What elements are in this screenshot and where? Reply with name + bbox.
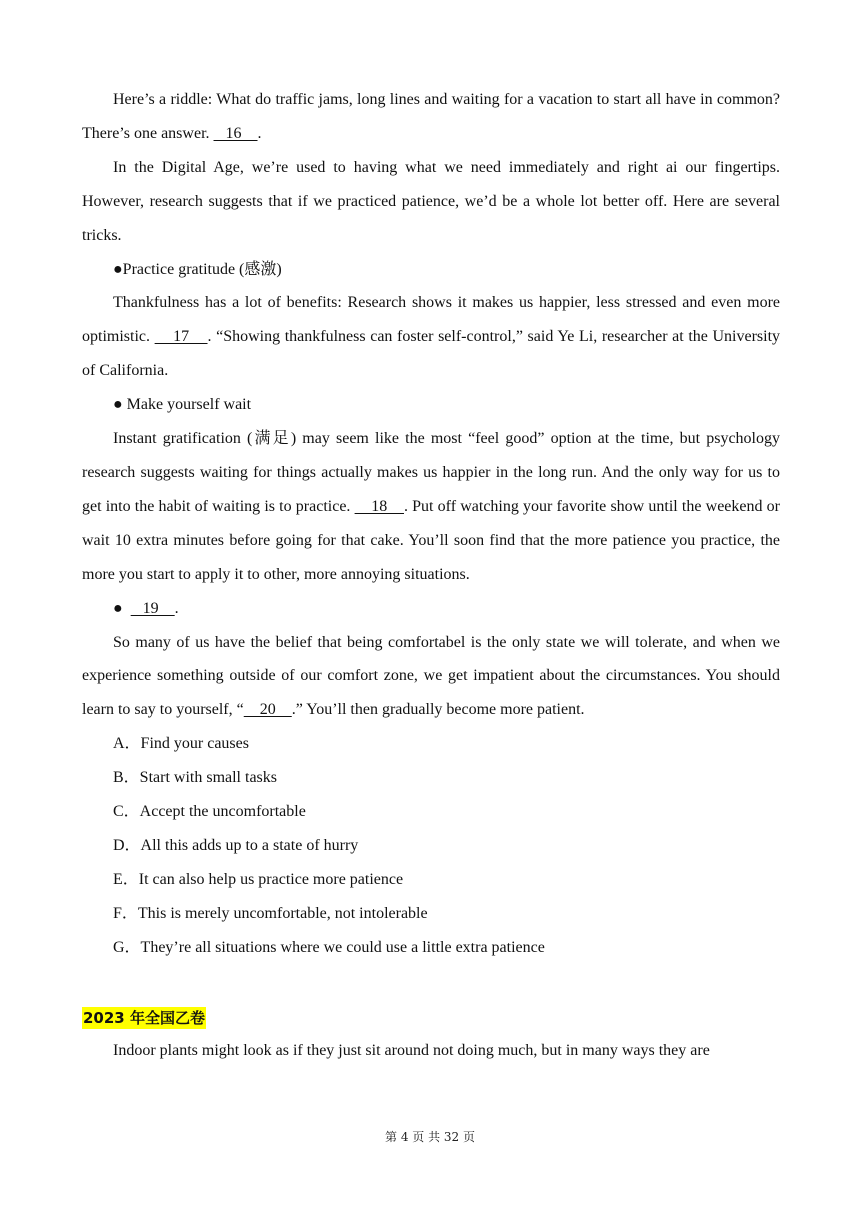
blank-19: 19 [130,599,175,617]
blank-18: 18 [354,497,404,515]
option-c: C．Accept the uncomfortable [113,803,306,821]
blank-20: 20 [243,701,292,719]
comfort-zone-paragraph: So many of us have the belief that being comfortabel is the only state we will tolerate, and when we experience something outside of our comfort zone, we get impatient about the circumstances. You should learn to say to yourself, “ 20 .” You’ll then gradually become more patient. [82,633,780,719]
thankfulness-paragraph: Thankfulness has a lot of benefits: Research shows it makes us happier, less stressed and even more optimistic. 17 . “Showing thankfulness can foster self-control,” said Ye Li, researcher at the University of California. [82,294,781,380]
section-title: 2023 年全国乙卷 [83,1008,205,1027]
option-a: A．Find your causes [113,735,249,753]
heading-blank-19: ● 19 . [113,599,179,617]
page-footer: 第 4 页 共 32 页 [385,1130,475,1144]
heading-practice-gratitude: ●Practice gratitude (感激) [113,260,282,278]
option-e: E．It can also help us practice more patience [113,870,404,888]
section-header-wrap [82,985,780,1034]
indoor-plants-paragraph: Indoor plants might look as if they just sit around not doing much, but in many ways they are [113,1041,710,1059]
option-d: D．All this adds up to a state of hurry [113,836,359,854]
document-body [82,83,780,1067]
option-g: G．They’re all situations where we could use a little extra patience [113,938,545,956]
blank-17: 17 [154,328,208,346]
riddle-paragraph: Here’s a riddle: What do traffic jams, long lines and waiting for a vacation to start all have in common? There’s one answer. 16 . [82,91,780,142]
digital-age-paragraph: In the Digital Age, we’re used to having what we need immediately and right ai our fingertips. However, research suggests that if we practiced patience, we’d be a whole lot better off. Here are several tricks. [82,158,780,244]
instant-gratification-paragraph: Instant gratification (满足) may seem like the most “feel good” option at the time, but psychology research suggests waiting for things actually makes us happier in the long run. And the only way for us to get into the habit of waiting is to practice. 18 . Put off watching your favorite show until the weekend or wait 10 extra minutes before going for that cake. You’ll soon find that the more patience you practice, the more you start to apply it to other, more annoying situations. [82,430,780,583]
option-b: B．Start with small tasks [113,769,278,787]
option-f: F．This is merely uncomfortable, not intolerable [113,904,428,922]
heading-make-yourself-wait: ● Make yourself wait [113,396,252,414]
blank-16: 16 [213,124,258,142]
